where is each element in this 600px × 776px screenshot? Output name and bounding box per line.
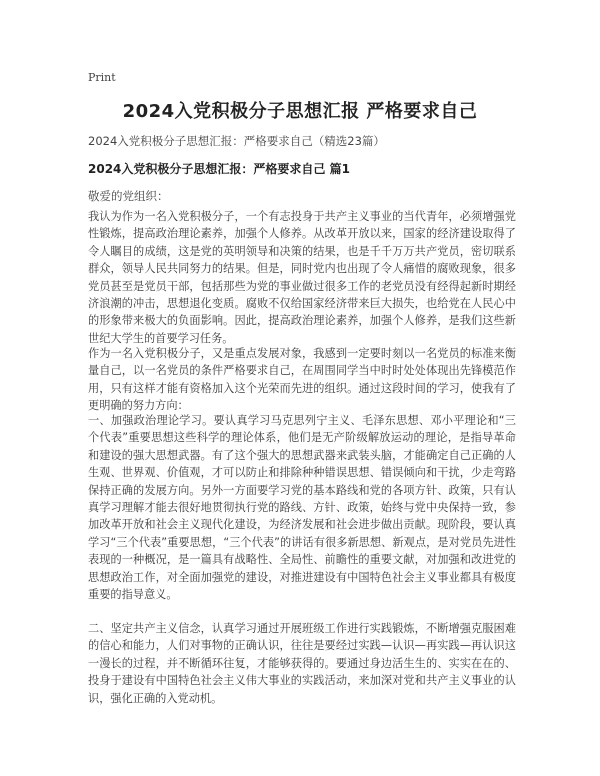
section-heading: 2024入党积极分子思想汇报：严格要求自己 篇1: [88, 162, 350, 176]
document-subtitle: 2024入党积极分子思想汇报：严格要求自己（精选23篇）: [88, 134, 385, 148]
paragraph-1: 我认为作为一名入党积极分子，一个有志投身于共产主义事业的当代青年，必须增强党性锻炼，提高政治理论素养，加强个人修养。从改革开放以来，国家的经济建设取得了令人瞩目的成绩，这是党的英明领导和决策的结果，也是千千万万共产党员，密切联系群众，领导人民共同努力的结果。但是，同时党内也出现了令人痛惜的腐败现象，很多党员甚至是党员干部，包括那些为党的事业做过很多工作的老党员没有经得起新时期经济浪潮的冲击，思想退化变质。腐败不仅给国家经济带来巨大损失，也给党在人民心中的形象带来极大的负面影响。因此，提高政治理论素养，加强个人修养，是我们这些新世纪大学生的首要学习任务。: [88, 210, 516, 345]
print-label[interactable]: Print: [88, 71, 116, 84]
paragraph-3: 一、加强政治理论学习。要认真学习马克思列宁主义、毛泽东思想、邓小平理论和“三个代表”重要思想这些科学的理论体系，他们是无产阶级解放运动的理论，是指导革命和建设的强大思想武器。有了这个强大的思想武器来武装头脑，才能确定自己正确的人生观、世界观、价值观，才可以防止和排除种种错误思想、错误倾向和干扰，少走弯路保持正确的发展方向。另外一方面要学习党的基本路线和党的各项方针、政策，只有认真学习理解才能去很好地贯彻执行党的路线、方针、政策，始终与党中央保持一致，参加改革开放和社会主义现代化建设，为经济发展和社会进步做出贡献。现阶段，要认真学习“三个代表”重要思想，“三个代表”的讲话有很多新思想、新观点，是对党员先进性表现的一种概况，是一篇具有战略性、全局性、前瞻性的重要文献，对加强和改进党的思想政治工作，对全面加强党的建设，对推进建设有中国特色社会主义事业都具有极度重要的指导意义。: [88, 414, 516, 602]
paragraph-2: 作为一名入党积极分子，又是重点发展对象，我感到一定要时刻以一名党员的标准来衡量自己，以一名党员的条件严格要求自己，在周围同学当中时时处处体现出先锋模范作用，只有这样才能有资格加入这个光荣而先进的组织。通过这段时间的学习，使我有了更明确的努力方向：: [88, 347, 516, 413]
paragraph-4: 二、坚定共产主义信念，认真学习通过开展班级工作进行实践锻炼，不断增强克服困难的信心和能力，人们对事物的正确认识，往往是要经过实践—认识—再实践—再认识这一漫长的过程，并不断循环往复，才能够获得的。要通过身边活生生的、实实在在的、投身于建设有中国特色社会主义伟大事业的实践活动，来加深对党和共产主义事业的认识，强化正确的入党动机。: [88, 622, 516, 705]
greeting: 敬爱的党组织：: [88, 189, 169, 203]
document-title: 2024入党积极分子思想汇报 严格要求自己: [122, 101, 478, 122]
